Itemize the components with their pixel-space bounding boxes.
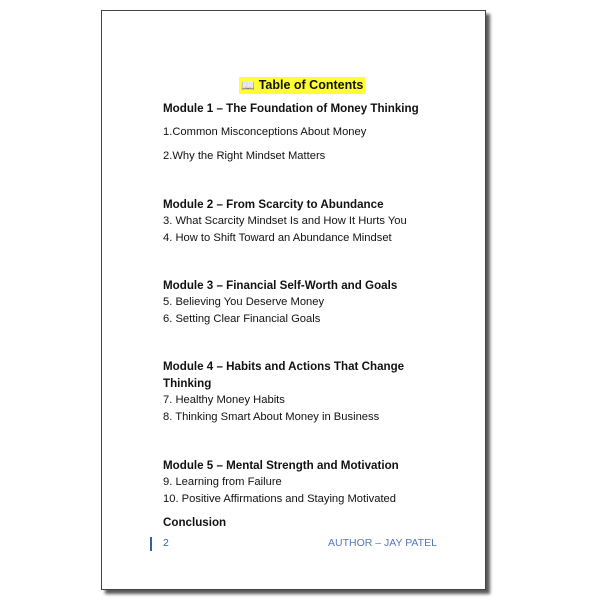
document-page [101,10,486,590]
toc-item: 5. Believing You Deserve Money [163,296,325,308]
toc-heading [239,77,365,94]
page-number: 2 [163,537,169,549]
toc-item: 1.Common Misconceptions About Money [163,126,367,138]
toc-item: 8. Thinking Smart About Money in Business [163,411,380,423]
conclusion-heading: Conclusion [163,516,227,529]
module-4-title-line2: Thinking [163,377,212,390]
module-5-title: Module 5 – Mental Strength and Motivation [163,459,399,472]
toc-item: 3. What Scarcity Mindset Is and How It Hurts You [163,215,407,227]
toc-title: Table of Contents [258,78,364,92]
toc-item: 10. Positive Affirmations and Staying Motivated [163,493,396,505]
footer-accent-bar [150,537,152,551]
toc-item: 7. Healthy Money Habits [163,394,285,406]
module-4-title-line1: Module 4 – Habits and Actions That Change [163,360,405,373]
module-3-title: Module 3 – Financial Self-Worth and Goals [163,279,398,292]
toc-item: 2.Why the Right Mindset Matters [163,150,326,162]
open-book-icon: 📖 [241,80,255,92]
toc-item: 9. Learning from Failure [163,476,282,488]
toc-item: 4. How to Shift Toward an Abundance Mindset [163,232,392,244]
author-footer: AUTHOR – JAY PATEL [328,537,437,549]
toc-item: 6. Setting Clear Financial Goals [163,313,321,325]
module-2-title: Module 2 – From Scarcity to Abundance [163,198,384,211]
module-1-title: Module 1 – The Foundation of Money Thinking [163,102,419,115]
